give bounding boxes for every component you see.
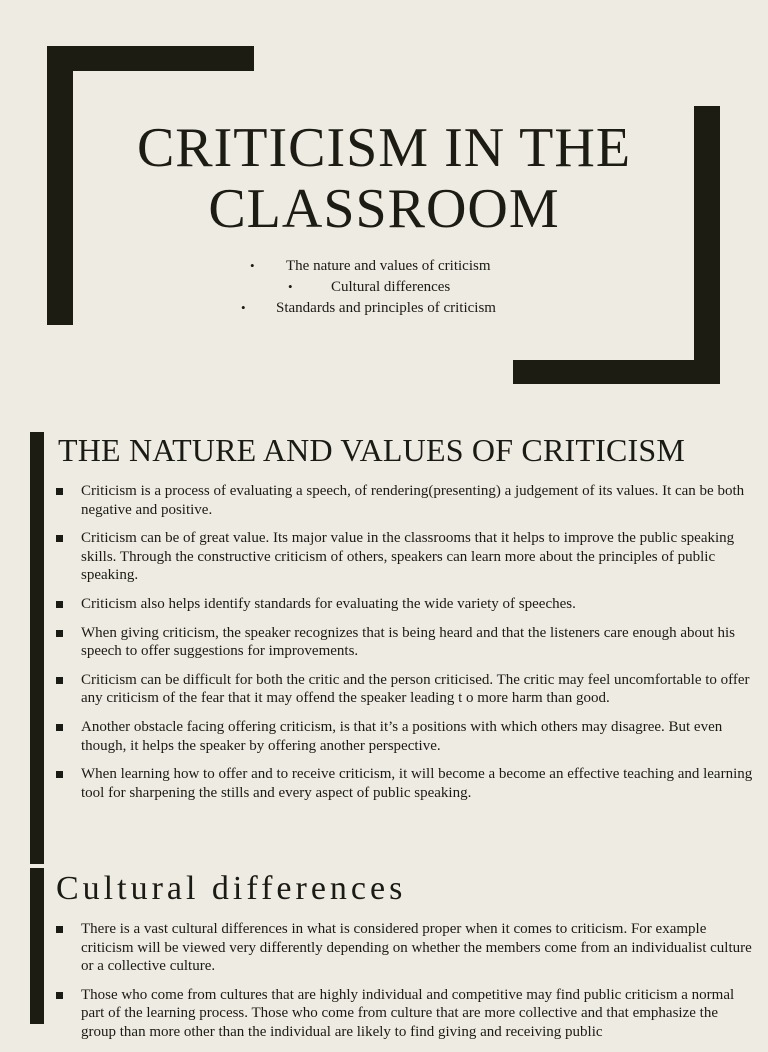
bullet-list: [56, 482, 756, 812]
bullet-dot-icon: •: [288, 279, 293, 294]
square-bullet-icon: [56, 601, 63, 608]
list-item: Criticism can be of great value. Its major value in the classrooms that it helps to improve the public speaking skills. Through the constructive criticism of others, speakers can learn more about the principles of public speaking.: [56, 529, 756, 585]
section-heading: Cultural differences: [56, 870, 407, 907]
square-bullet-icon: [56, 926, 63, 933]
frame-bottom-right-horizontal: [513, 360, 720, 384]
square-bullet-icon: [56, 535, 63, 542]
square-bullet-icon: [56, 630, 63, 637]
left-accent-bar: [30, 432, 44, 864]
square-bullet-icon: [56, 992, 63, 999]
list-item: Criticism can be difficult for both the critic and the person criticised. The critic may feel uncomfortable to offer any criticism of the fear that it may offend the speaker leading t o more harm than good.: [56, 671, 756, 708]
list-item: Criticism is a process of evaluating a speech, of rendering(presenting) a judgement of its values. It can be both negative and positive.: [56, 482, 756, 519]
square-bullet-icon: [56, 724, 63, 731]
frame-top-left-horizontal: [47, 46, 254, 71]
section-heading: THE NATURE AND VALUES OF CRITICISM: [58, 432, 686, 468]
square-bullet-icon: [56, 677, 63, 684]
nature-values-slide: [0, 402, 768, 864]
slide-title: [0, 118, 768, 240]
cultural-differences-slide: [0, 864, 768, 1040]
square-bullet-icon: [56, 488, 63, 495]
list-item: There is a vast cultural differences in what is considered proper when it comes to criticism. For example criticism will be viewed very differently depending on whether the members come from an individualist culture or a collective culture.: [56, 920, 756, 976]
list-item: Criticism also helps identify standards for evaluating the wide variety of speeches.: [56, 595, 756, 614]
title-slide: CRITICISM IN THE CLASSROOM • The nature and values of criticism • Cultural differences • Standards and principles of criticism: [0, 0, 768, 402]
list-item: Those who come from cultures that are highly individual and competitive may find public criticism a normal part of the learning process. Those who come from culture that are more collective and that emphasize the group than more other than the individual are likely to find giving and receiving public: [56, 986, 756, 1042]
bullet-list: [56, 920, 756, 1052]
list-item: When giving criticism, the speaker recognizes that is being heard and that the listeners care enough about his speech to offer suggestions for improvements.: [56, 624, 756, 661]
list-item: When learning how to offer and to receive criticism, it will become a become an effective teaching and learning tool for sharpening the stills and every aspect of public speaking.: [56, 765, 756, 802]
title-line-1: CRITICISM IN THE: [136, 117, 632, 179]
list-item: Another obstacle facing offering criticism, is that it’s a positions with which others may disagree. But even though, it helps the speaker by offering another perspective.: [56, 718, 756, 755]
square-bullet-icon: [56, 771, 63, 778]
title-line-2: CLASSROOM: [208, 178, 560, 240]
bullet-dot-icon: •: [241, 300, 246, 315]
bullet-dot-icon: •: [250, 258, 255, 273]
left-accent-bar: [30, 868, 44, 1024]
